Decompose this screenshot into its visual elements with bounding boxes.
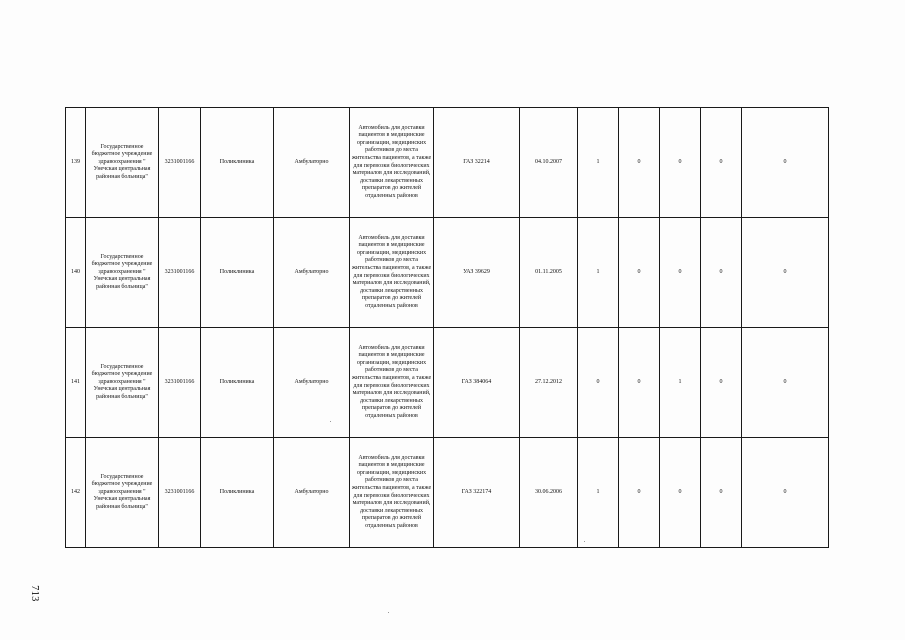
- facility-cell: Поликлиника: [201, 328, 274, 438]
- value-cell-5: 0: [742, 438, 829, 548]
- value-cell-2: 0: [619, 328, 660, 438]
- value-cell-4: 0: [701, 328, 742, 438]
- table-row: [66, 108, 829, 218]
- row-number-cell: 142: [66, 438, 86, 548]
- organization-cell: Государственное бюджетное учреждение здравоохранения " Унечская центральная районная больница": [86, 438, 159, 548]
- facility-cell: Поликлиника: [201, 108, 274, 218]
- table-row: [66, 438, 829, 548]
- organization-cell: Государственное бюджетное учреждение здравоохранения " Унечская центральная районная больница": [86, 328, 159, 438]
- vehicle-purpose-cell: Автомобиль для доставки пациентов в медицинские организации, медицинских работников до места жительства пациентов, а также для перевозки биологических материалов для исследований, доставки лекарственных препаратов до жителей отдаленных районов: [350, 328, 434, 438]
- value-cell-3: 0: [660, 108, 701, 218]
- vehicle-model-cell: УАЗ 39629: [434, 218, 520, 328]
- vehicle-purpose-cell: Автомобиль для доставки пациентов в медицинские организации, медицинских работников до места жительства пациентов, а также для перевозки биологических материалов для исследований, доставки лекарственных препаратов до жителей отдаленных районов: [350, 438, 434, 548]
- row-number-cell: 139: [66, 108, 86, 218]
- table-row: [66, 328, 829, 438]
- value-cell-1: 1: [578, 438, 619, 548]
- scan-artifact: [584, 541, 585, 542]
- inn-cell: 3231001166: [159, 108, 201, 218]
- inn-cell: 3231001166: [159, 218, 201, 328]
- facility-cell: Поликлиника: [201, 438, 274, 548]
- value-cell-4: 0: [701, 438, 742, 548]
- vehicle-model-cell: ГАЗ 32214: [434, 108, 520, 218]
- date-cell: 27.12.2012: [520, 328, 578, 438]
- row-number-cell: 140: [66, 218, 86, 328]
- date-cell: 30.06.2006: [520, 438, 578, 548]
- scan-artifact: [388, 612, 389, 613]
- care-type-cell: Амбулаторно: [274, 218, 350, 328]
- date-cell: 04.10.2007: [520, 108, 578, 218]
- value-cell-3: 0: [660, 438, 701, 548]
- value-cell-2: 0: [619, 438, 660, 548]
- inn-cell: 3231001166: [159, 328, 201, 438]
- table-row: [66, 218, 829, 328]
- value-cell-1: 0: [578, 328, 619, 438]
- care-type-cell: Амбулаторно: [274, 438, 350, 548]
- value-cell-1: 1: [578, 218, 619, 328]
- care-type-cell: Амбулаторно: [274, 328, 350, 438]
- organization-cell: Государственное бюджетное учреждение здравоохранения " Унечская центральная районная больница": [86, 218, 159, 328]
- page-number: 713: [28, 585, 40, 602]
- value-cell-5: 0: [742, 328, 829, 438]
- row-number-cell: 141: [66, 328, 86, 438]
- value-cell-1: 1: [578, 108, 619, 218]
- care-type-cell: Амбулаторно: [274, 108, 350, 218]
- value-cell-5: 0: [742, 218, 829, 328]
- facility-cell: Поликлиника: [201, 218, 274, 328]
- vehicle-model-cell: ГАЗ 322174: [434, 438, 520, 548]
- vehicle-purpose-cell: Автомобиль для доставки пациентов в медицинские организации, медицинских работников до места жительства пациентов, а также для перевозки биологических материалов для исследований, доставки лекарственных препаратов до жителей отдаленных районов: [350, 108, 434, 218]
- value-cell-4: 0: [701, 108, 742, 218]
- vehicle-purpose-cell: Автомобиль для доставки пациентов в медицинские организации, медицинских работников до места жительства пациентов, а также для перевозки биологических материалов для исследований, доставки лекарственных препаратов до жителей отдаленных районов: [350, 218, 434, 328]
- scan-artifact: [330, 421, 331, 422]
- value-cell-5: 0: [742, 108, 829, 218]
- value-cell-2: 0: [619, 218, 660, 328]
- value-cell-3: 1: [660, 328, 701, 438]
- vehicle-registry-table: [65, 107, 829, 548]
- vehicle-model-cell: ГАЗ 384064: [434, 328, 520, 438]
- inn-cell: 3231001166: [159, 438, 201, 548]
- date-cell: 01.11.2005: [520, 218, 578, 328]
- value-cell-3: 0: [660, 218, 701, 328]
- organization-cell: Государственное бюджетное учреждение здравоохранения " Унечская центральная районная больница": [86, 108, 159, 218]
- value-cell-4: 0: [701, 218, 742, 328]
- value-cell-2: 0: [619, 108, 660, 218]
